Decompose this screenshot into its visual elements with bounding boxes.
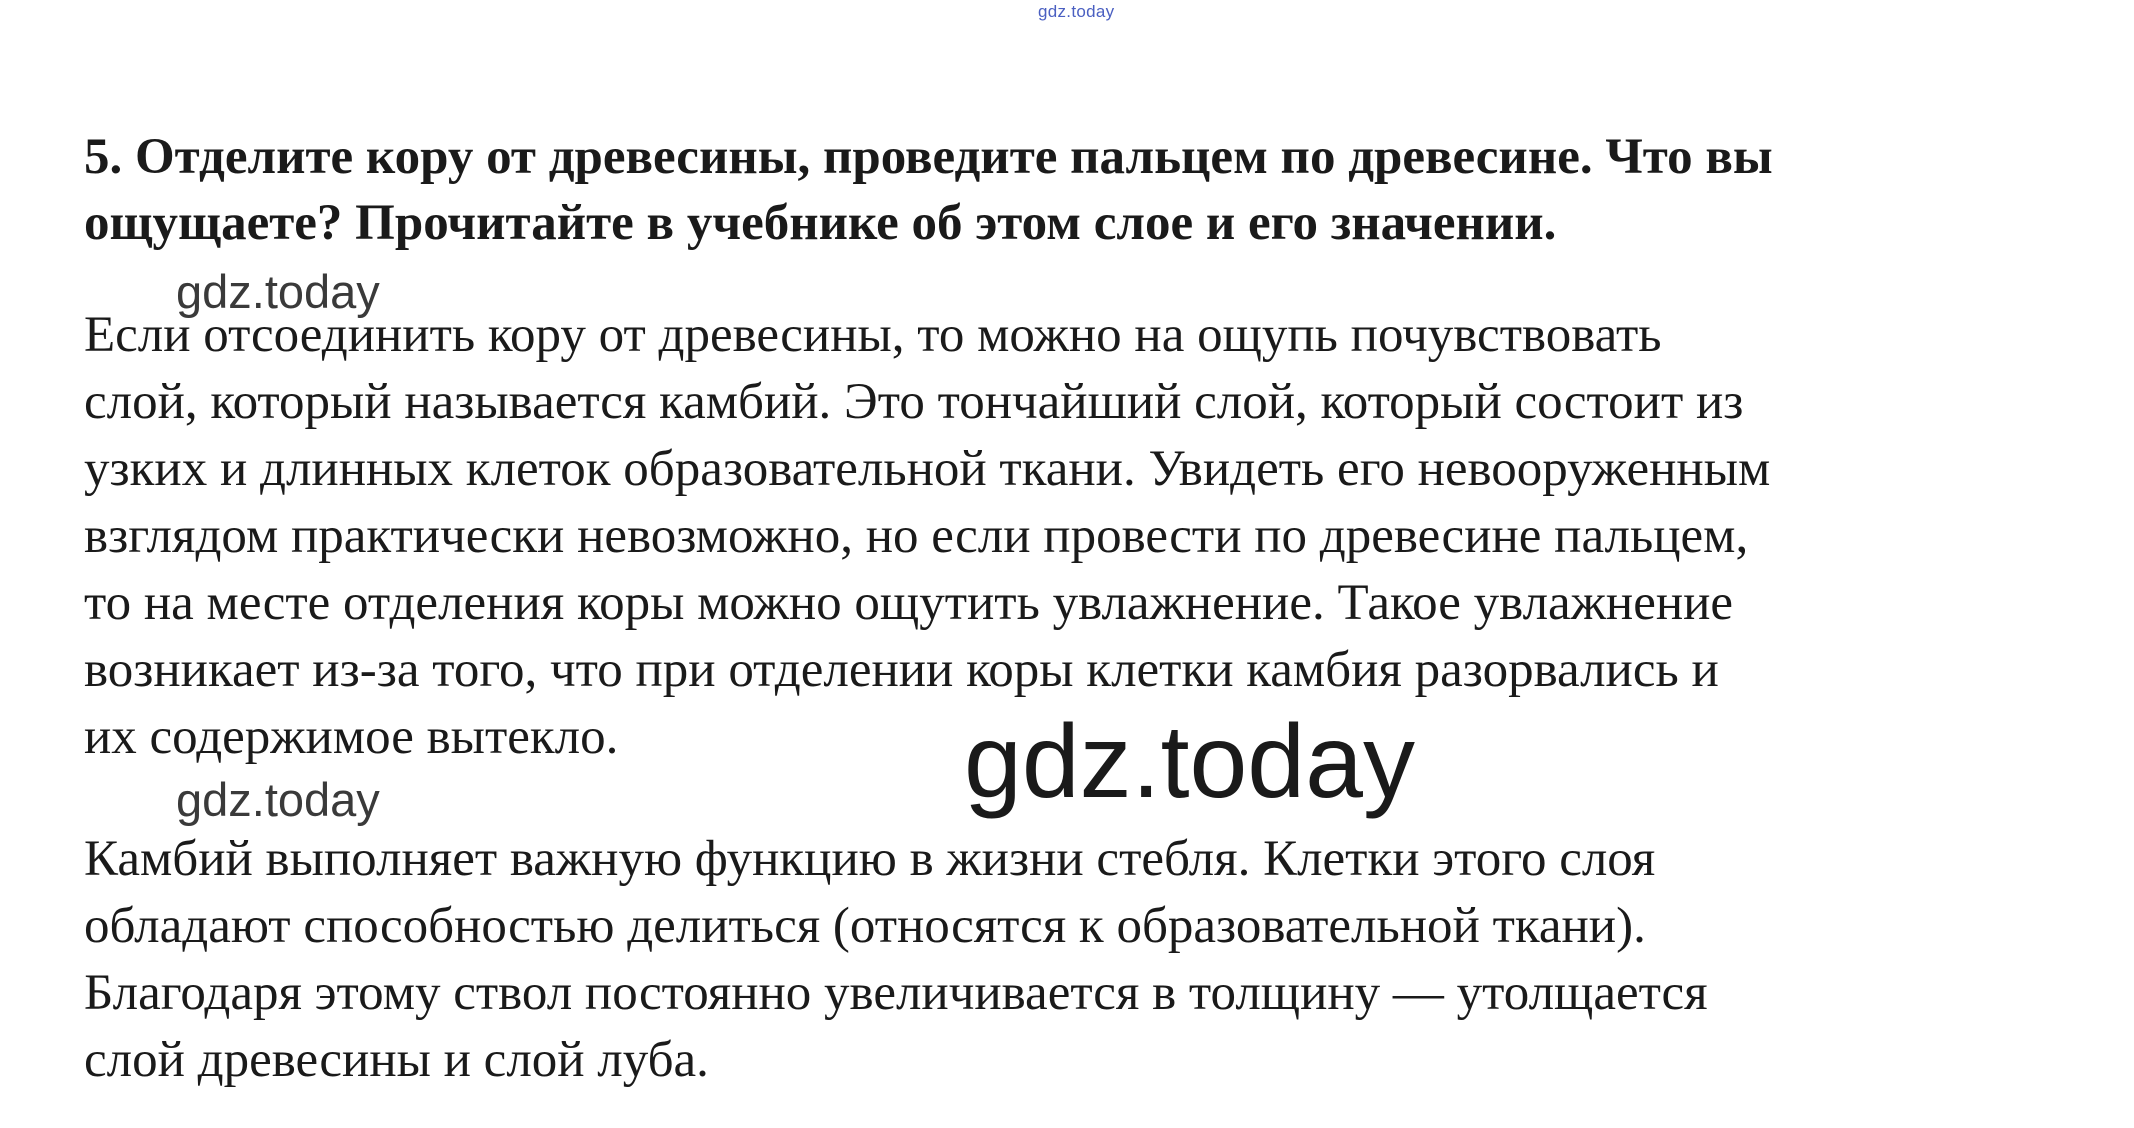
answer-paragraph-1 bbox=[84, 302, 2094, 771]
paragraph-line: слой, который называется камбий. Это тончайший слой, который состоит из bbox=[84, 374, 1744, 430]
paragraph-line: возникает из-за того, что при отделении коры клетки камбия разорвались и bbox=[84, 642, 1719, 698]
watermark-large: gdz.today bbox=[964, 704, 1415, 820]
watermark-small: gdz.today bbox=[176, 773, 380, 826]
question-text bbox=[84, 124, 2094, 256]
paragraph-line: их содержимое вытекло. bbox=[84, 709, 619, 765]
watermark-small: gdz.today bbox=[176, 265, 380, 318]
paragraph-line: обладают способностью делиться (относятся к образовательной ткани). bbox=[84, 898, 1646, 954]
paragraph-line: Если отсоединить кору от древесины, то можно на ощупь почувствовать bbox=[84, 307, 1662, 363]
question-line: ощущаете? Прочитайте в учебнике об этом слое и его значении. bbox=[84, 195, 1557, 251]
paragraph-line: взглядом практически невозможно, но если провести по древесине пальцем, bbox=[84, 508, 1749, 564]
paragraph-line: Благодаря этому ствол постоянно увеличивается в толщину — утолщается bbox=[84, 965, 1708, 1021]
paragraph-line: то на месте отделения коры можно ощутить увлажнение. Такое увлажнение bbox=[84, 575, 1734, 631]
paragraph-line: слой древесины и слой луба. bbox=[84, 1032, 709, 1088]
question-line: 5. Отделите кору от древесины, проведите пальцем по древесине. Что вы bbox=[84, 129, 1773, 185]
paragraph-line: Камбий выполняет важную функцию в жизни стебля. Клетки этого слоя bbox=[84, 831, 1656, 887]
paragraph-line: узких и длинных клеток образовательной ткани. Увидеть его невооруженным bbox=[84, 441, 1771, 497]
watermark-top: gdz.today bbox=[1038, 2, 1115, 21]
answer-paragraph-2 bbox=[84, 826, 2094, 1094]
